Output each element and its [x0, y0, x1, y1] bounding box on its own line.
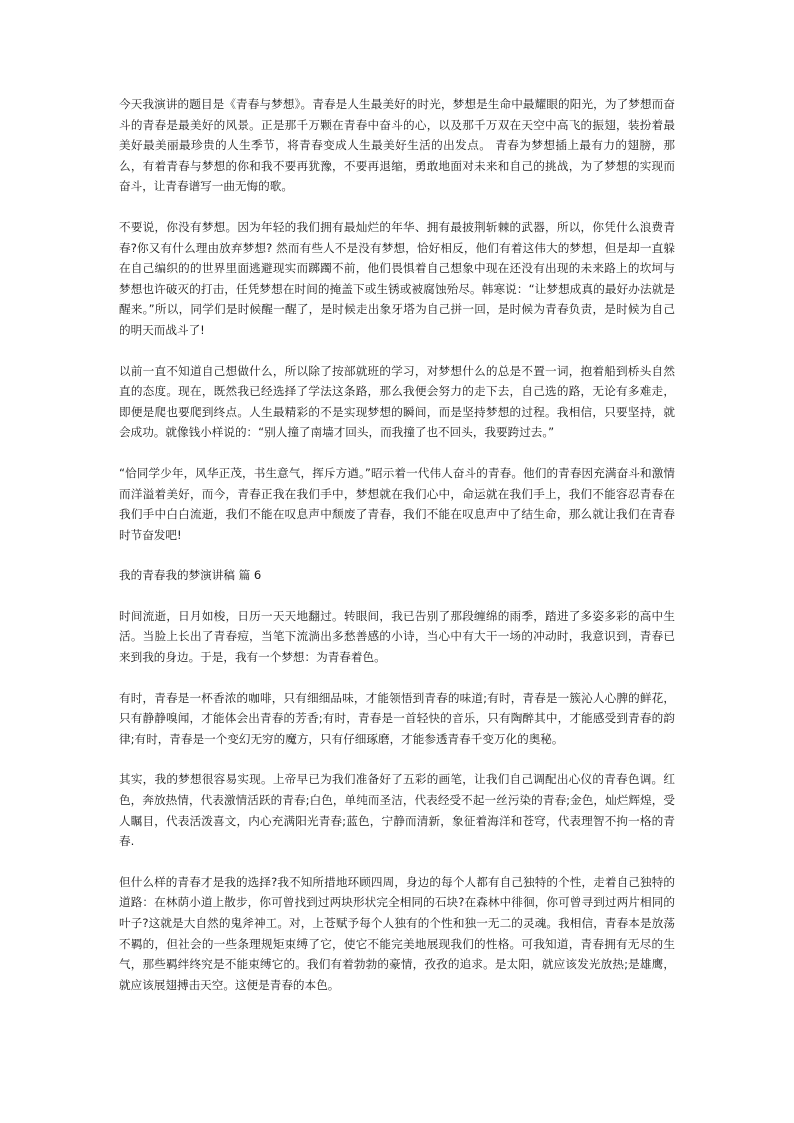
- document-page: [119, 94, 675, 1015]
- paragraph: 有时，青春是一杯香浓的咖啡，只有细细品味，才能领悟到青春的味道;有时，青春是一簇沁人心脾的鲜花，只有静静嗅闻，才能体会出青春的芳香;有时，青春是一首轻快的音乐，只有陶醉其中，才能感受到青春的韵律;有时，青春是一个变幻无穷的魔方，只有仔细琢磨，才能参透青春千变万化的奥秘。: [119, 690, 675, 746]
- paragraph: 其实，我的梦想很容易实现。上帝早已为我们准备好了五彩的画笔，让我们自己调配出心仪的青春色调。红色，奔放热情，代表激情活跃的青春;白色，单纯而圣洁，代表经受不起一丝污染的青春;金色，灿烂辉煌，受人瞩目，代表活泼喜文，内心充满阳光青春;蓝色，宁静而清新，象征着海洋和苍穹，代表理智不拘一格的青春.: [119, 772, 675, 849]
- paragraph: 今天我演讲的题目是《青春与梦想》。青春是人生最美好的时光，梦想是生命中最耀眼的阳光，为了梦想而奋斗的青春是最美好的风景。正是那千万颗在青春中奋斗的心，以及那千万双在天空中高飞的振翅，装扮着最美好最美丽最珍贵的人生季节，将青春变成人生最美好生活的出发点。 青春为梦想插上最有力的翅膀，那么，有着青春与梦想的你和我不要再犹豫，不要再退缩，勇敢地面对未来和自己的挑战，为了梦想的实现而奋斗，让青春谱写一曲无悔的歌。: [119, 97, 675, 194]
- paragraph: 但什么样的青春才是我的选择?我不知所措地环顾四周，身边的每个人都有自己独特的个性，走着自己独特的道路：在林荫小道上散步，你可曾找到过两块形状完全相同的石块?在森林中徘徊，你可曾寻到过两片相同的叶子?这就是大自然的鬼斧神工。对，上苍赋予每个人独有的个性和独一无二的灵魂。我相信，青春本是放荡不羁的，但社会的一些条理规矩束缚了它，使它不能完美地展现我们的性格。可我知道，青春拥有无尽的生气，那些羁绊终究是不能束缚它的。我们有着勃勃的豪情，孜孜的追求。是太阳，就应该发光放热;是雄鹰，就应该展翅搏击天空。这便是青春的本色。: [119, 874, 675, 992]
- paragraph: “恰同学少年，风华正茂，书生意气，挥斥方遒。”昭示着一代伟人奋斗的青春。他们的青春因充满奋斗和激情而洋溢着美好，而今，青春正我在我们手中，梦想就在我们心中，命运就在我们手上，我们不能容忍青春在我们手中白白流逝，我们不能在叹息声中颓废了青春，我们不能在叹息声中了结生命，那么就让我们在青春时节奋发吧!: [119, 465, 675, 542]
- section-heading: 我的青春我的梦演讲稿 篇 6: [119, 568, 262, 583]
- paragraph: 以前一直不知道自己想做什么，所以除了按部就班的学习，对梦想什么的总是不置一词，抱着船到桥头自然直的态度。现在，既然我已经选择了学法这条路，那么我便会努力的走下去，自己选的路，无论有多难走，即便是爬也要爬到终点。人生最精彩的不是实现梦想的瞬间，而是坚持梦想的过程。我相信，只要坚持，就会成功。就像钱小样说的：“别人撞了南墙才回头，而我撞了也不回头，我要跨过去。”: [119, 363, 675, 440]
- paragraph: 不要说，你没有梦想。因为年轻的我们拥有最灿烂的年华、拥有最披荆斩棘的武器，所以，你凭什么浪费青春?你又有什么理由放弃梦想? 然而有些人不是没有梦想，恰好相反，他们有着这伟大的梦想，但是却一直躲在自己编织的的世界里面逃避现实而踯躅不前，他们畏惧着自己想象中现在还没有出现的未来路上的坎坷与梦想也许破灭的打击，任凭梦想在时间的掩盖下或生锈或被腐蚀殆尽。韩寒说：“让梦想成真的最好办法就是醒来。”所以，同学们是时候醒一醒了，是时候走出象牙塔为自己拼一回，是时候为青春负责，是时候为自己的明天而战斗了!: [119, 219, 675, 337]
- paragraph: 时间流逝，日月如梭，日历一天天地翻过。转眼间，我已告别了那段缠绵的雨季，踏进了多姿多彩的高中生活。当脸上长出了青春痘，当笔下流淌出多愁善感的小诗，当心中有大干一场的冲动时，我意识到，青春已来到我的身边。于是，我有一个梦想：为青春着色。: [119, 608, 675, 665]
